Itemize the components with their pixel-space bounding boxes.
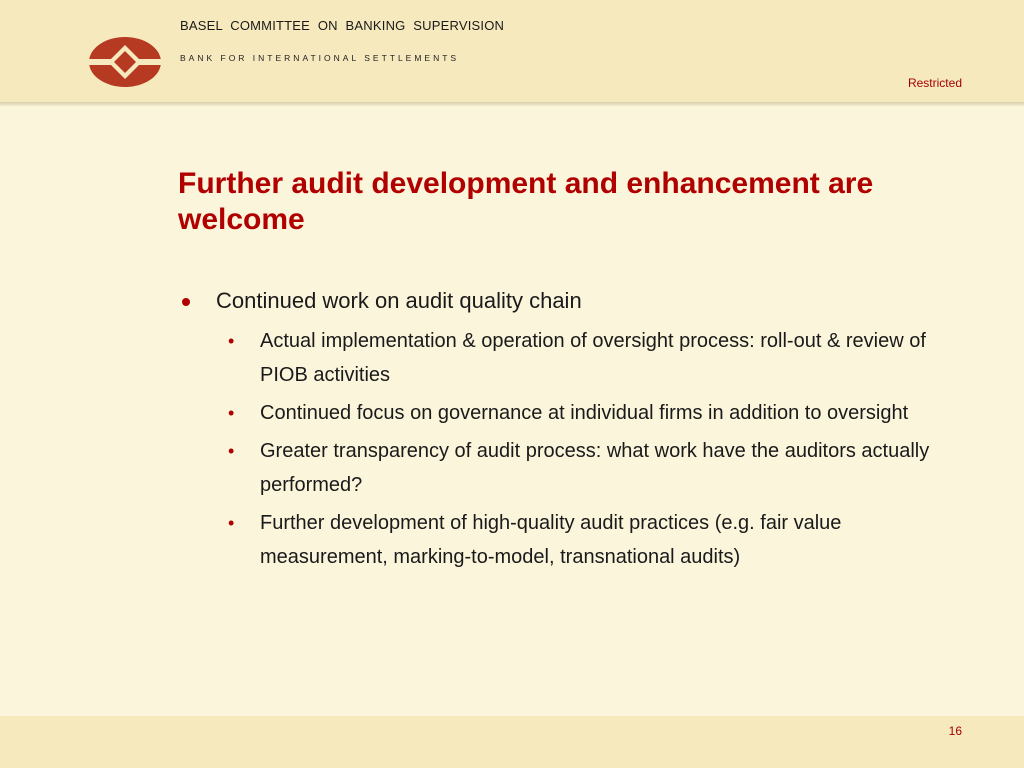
bullet-dot-icon [182, 298, 190, 306]
sub-bullet-list [178, 324, 968, 574]
organization-subname: BANK FOR INTERNATIONAL SETTLEMENTS [180, 53, 460, 63]
sub-bullet-text: Greater transparency of audit process: what work have the auditors actually performed? [260, 440, 930, 496]
page-number: 16 [948, 724, 962, 738]
sub-bullet-item [178, 396, 968, 430]
sub-bullet-item [178, 434, 968, 502]
slide-title: Further audit development and enhancement are welcome [178, 167, 874, 236]
header-divider [0, 102, 1024, 106]
bullet-item [178, 286, 968, 316]
sub-bullet-marker: • [228, 331, 235, 351]
sub-bullet-marker: • [228, 403, 235, 423]
bis-logo-icon [88, 36, 162, 88]
sub-bullet-text: Further development of high-quality audit practices (e.g. fair value measurement, marking-to-model, transnational audits) [260, 512, 842, 568]
sub-bullet-text: Continued focus on governance at individual firms in addition to oversight [260, 402, 909, 424]
classification-label: Restricted [907, 76, 962, 90]
sub-bullet-item [178, 324, 968, 392]
sub-bullet-item [178, 506, 968, 574]
slide-footer [0, 716, 1024, 768]
sub-bullet-marker: • [228, 441, 235, 461]
organization-name: BASEL COMMITTEE ON BANKING SUPERVISION [180, 18, 505, 33]
sub-bullet-marker: • [228, 513, 235, 533]
slide-body [178, 286, 968, 578]
sub-bullet-text: Actual implementation & operation of oversight process: roll-out & review of PIOB activities [260, 330, 926, 386]
bullet-text: Continued work on audit quality chain [216, 288, 582, 313]
